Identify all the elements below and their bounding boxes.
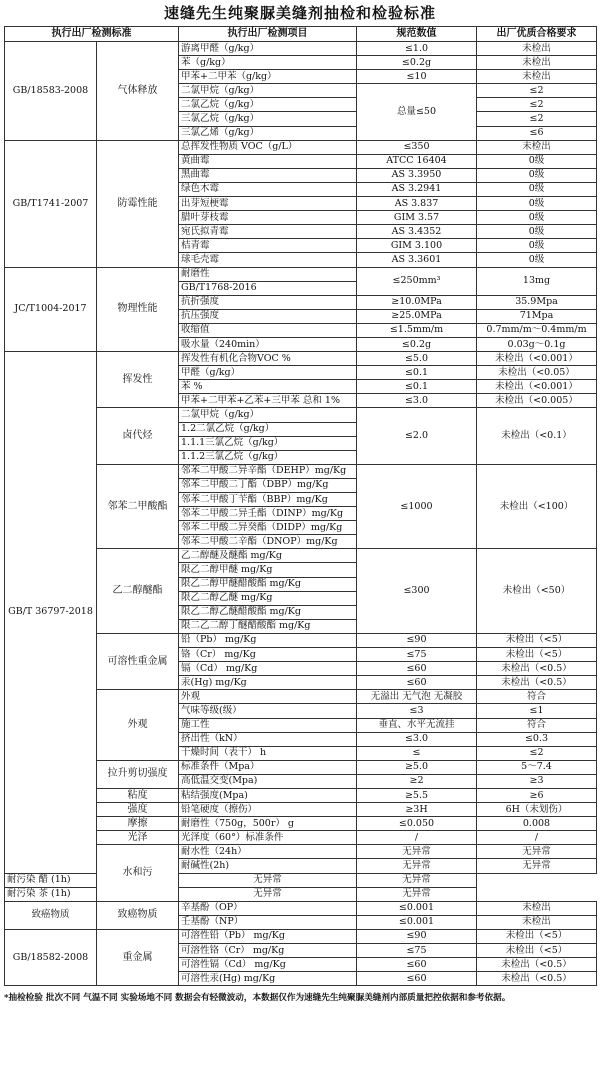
requirement-cell: 未检出（<50）	[477, 549, 597, 634]
requirement-cell: 0级	[477, 154, 597, 168]
item-cell: 甲苯+二甲苯+乙苯+三甲苯 总和 1%	[179, 394, 357, 408]
requirement-cell: ≤2	[477, 746, 597, 760]
item-cell: 抗折强度	[179, 295, 357, 309]
item-cell: 耐污染 茶 (1h)	[5, 887, 97, 901]
spec-cell: ≤0.001	[357, 901, 477, 915]
spec-cell: ≥10.0MPa	[357, 295, 477, 309]
spec-cell: ≤0.1	[357, 366, 477, 380]
table-row	[5, 901, 597, 915]
item-cell: 干燥时间（表干） h	[179, 746, 357, 760]
item-cell: 镉（Cd） mg/Kg	[179, 662, 357, 676]
item-cell: 吸水量（240min）	[179, 337, 357, 351]
category-cell: 可溶性重金属	[97, 633, 179, 689]
spec-cell: ≤5.0	[357, 352, 477, 366]
requirement-cell: 5～7.4	[477, 760, 597, 774]
spec-cell: ≤3	[357, 704, 477, 718]
item-cell: 二氯乙烷（g/kg）	[179, 98, 357, 112]
requirement-cell: 未检出（<0.1）	[477, 408, 597, 464]
item-cell: 二氯甲烷（g/kg）	[179, 408, 357, 422]
spec-cell: ≤	[357, 746, 477, 760]
item-cell: 宛氏拟青霉	[179, 225, 357, 239]
table-header-row	[5, 27, 597, 42]
requirement-cell: ≥3	[477, 774, 597, 788]
item-cell: 粘结强度(Mpa)	[179, 788, 357, 802]
spec-cell: ≥2	[357, 774, 477, 788]
item-cell: 挥发性有机化合物VOC %	[179, 352, 357, 366]
spec-cell: 无溢出 无气泡 无凝胶	[357, 690, 477, 704]
item-cell: 耐碱性(2h)	[179, 859, 357, 873]
requirement-cell: 0级	[477, 211, 597, 225]
footer-note: *抽检检验 批次不同 气温不同 实验场地不同 数据会有轻微波动，本数据仅作为速缝先生纯聚脲美缝剂内部质量把控依据和参考依据。	[4, 993, 511, 1004]
requirement-cell: ≥6	[477, 788, 597, 802]
page-title: 速缝先生纯聚脲美缝剂抽检和检验标准	[163, 4, 436, 22]
item-cell: 铅（Pb） mg/Kg	[179, 633, 357, 647]
item-cell: 抗压强度	[179, 309, 357, 323]
item-cell: 外观	[179, 690, 357, 704]
item-cell: 邻苯二甲酸二丁酯（DBP）mg/Kg	[179, 478, 357, 492]
spec-cell: ≤0.2g	[357, 337, 477, 351]
item-cell: 邻苯二甲酸二异辛酯（DEHP）mg/Kg	[179, 464, 357, 478]
item-cell: 黄曲霉	[179, 154, 357, 168]
item-cell: 限乙二醇乙醚 mg/Kg	[179, 591, 357, 605]
header-requirement: 出厂优质合格要求	[477, 27, 597, 42]
item-cell: 标准条件（Mpa）	[179, 760, 357, 774]
spec-cell: 无异常	[357, 859, 477, 873]
spec-cell: ≤60	[357, 972, 477, 986]
requirement-cell: 未检出（<5）	[477, 633, 597, 647]
requirement-cell: 未检出	[477, 140, 597, 154]
item-cell: 可溶性铅（Pb） mg/Kg	[179, 929, 357, 943]
item-cell: 辛基酚（OP）	[179, 901, 357, 915]
requirement-cell: 符合	[477, 690, 597, 704]
category-cell: 邻苯二甲酸酯	[97, 464, 179, 549]
item-cell: 挤出性（kN）	[179, 732, 357, 746]
item-cell: 气味等级(级）	[179, 704, 357, 718]
standard-cell: JC/T1004-2017	[5, 267, 97, 352]
spec-cell: ≤0.050	[357, 817, 477, 831]
item-cell: 三氯乙烯（g/kg）	[179, 126, 357, 140]
spec-cell: GIM 3.57	[357, 211, 477, 225]
spec-cell: ≤0.1	[357, 380, 477, 394]
requirement-cell: 0级	[477, 239, 597, 253]
table-row	[5, 929, 597, 943]
spec-cell: 无异常	[179, 873, 357, 887]
requirement-cell: ≤2	[477, 98, 597, 112]
requirement-cell: 0.7mm/m～0.4mm/m	[477, 323, 597, 337]
spec-cell: ≤10	[357, 70, 477, 84]
spec-cell: ≤3.0	[357, 394, 477, 408]
requirement-cell: 6H（未划伤）	[477, 803, 597, 817]
spec-cell: AS 3.2941	[357, 182, 477, 196]
requirement-cell: 未检出	[477, 42, 597, 56]
item-cell: 苯 %	[179, 380, 357, 394]
item-cell: 收缩值	[179, 323, 357, 337]
requirement-cell: 未检出（<5）	[477, 648, 597, 662]
requirement-cell: 0级	[477, 225, 597, 239]
spec-cell: 无异常	[357, 845, 477, 859]
item-cell: 1.1.1三氯乙烷（g/kg）	[179, 436, 357, 450]
requirement-cell: 35.9Mpa	[477, 295, 597, 309]
requirement-cell: ≤0.3	[477, 732, 597, 746]
requirement-cell: ≤1	[477, 704, 597, 718]
category-cell: 水和污	[97, 845, 179, 901]
category-cell: 重金属	[97, 929, 179, 985]
table-row	[5, 140, 597, 154]
spec-cell: 总量≤50	[357, 84, 477, 140]
spec-cell: AS 3.3950	[357, 168, 477, 182]
requirement-cell: 未检出（<0.5）	[477, 972, 597, 986]
requirement-cell: 0级	[477, 197, 597, 211]
requirement-cell: 未检出（<0.05）	[477, 366, 597, 380]
requirement-cell: 未检出（<0.005）	[477, 394, 597, 408]
item-cell: 游离甲醛（g/kg）	[179, 42, 357, 56]
requirement-cell: 未检出	[477, 901, 597, 915]
category-cell: 外观	[97, 690, 179, 760]
spec-cell: ≤0.001	[357, 915, 477, 929]
spec-cell: /	[357, 831, 477, 845]
spec-cell: ≥3H	[357, 803, 477, 817]
item-cell: 可溶性汞(Hg) mg/Kg	[179, 972, 357, 986]
table-row	[5, 873, 597, 887]
item-cell: 铅笔硬度（擦伤）	[179, 803, 357, 817]
requirement-cell: 未检出（<0.001）	[477, 352, 597, 366]
requirement-cell: 0.03g～0.1g	[477, 337, 597, 351]
requirement-cell: 0级	[477, 168, 597, 182]
table-row	[5, 887, 597, 901]
item-cell: 邻苯二甲酸二异癸酯（DIDP）mg/Kg	[179, 521, 357, 535]
item-cell: 三氯乙烷（g/kg）	[179, 112, 357, 126]
requirement-cell: 无异常	[357, 873, 477, 887]
spec-cell: ≤0.2g	[357, 56, 477, 70]
spec-cell: ≤75	[357, 944, 477, 958]
requirement-cell: ≤2	[477, 84, 597, 98]
spec-cell: ≤1.0	[357, 42, 477, 56]
item-cell: 光泽度（60°）标准条件	[179, 831, 357, 845]
standard-cell: GB/T1741-2007	[5, 140, 97, 267]
item-cell: 邻苯二甲酸二辛酯（DNOP）mg/Kg	[179, 535, 357, 549]
item-cell: 桔青霉	[179, 239, 357, 253]
requirement-cell: 未检出	[477, 56, 597, 70]
spec-cell: ≤300	[357, 549, 477, 634]
category-cell: 光泽	[97, 831, 179, 845]
category-cell: 致癌物质	[97, 901, 179, 929]
requirement-cell: 无异常	[477, 845, 597, 859]
item-cell: 限乙二醇乙醚醋酸酯 mg/Kg	[179, 605, 357, 619]
item-cell: 1.2二氯乙烷（g/kg）	[179, 422, 357, 436]
requirement-cell: ≤2	[477, 112, 597, 126]
spec-cell: AS 3.837	[357, 197, 477, 211]
item-cell: 耐污染 醋 (1h)	[5, 873, 97, 887]
category-cell: 粘度	[97, 788, 179, 802]
requirement-cell: 未检出（<0.001）	[477, 380, 597, 394]
requirement-cell: 未检出（<100）	[477, 464, 597, 549]
item-cell: 邻苯二甲酸二异壬酯（DINP）mg/Kg	[179, 507, 357, 521]
requirement-cell: 未检出（<5）	[477, 929, 597, 943]
item-cell: 可溶性镉（Cd） mg/Kg	[179, 958, 357, 972]
item-cell: 汞(Hg) mg/Kg	[179, 676, 357, 690]
spec-cell: ≤60	[357, 662, 477, 676]
requirement-cell: 未检出（<0.5）	[477, 958, 597, 972]
category-cell: 拉升剪切强度	[97, 760, 179, 788]
inspection-table	[4, 26, 597, 986]
requirement-cell: 未检出（<0.5）	[477, 676, 597, 690]
item-cell: 腊叶芽枝霉	[179, 211, 357, 225]
standard-cell: GB/18583-2008	[5, 42, 97, 141]
table-row	[5, 42, 597, 56]
spec-cell: ≤60	[357, 958, 477, 972]
item-cell: 甲醛（g/kg）	[179, 366, 357, 380]
item-cell: 壬基酚（NP）	[179, 915, 357, 929]
requirement-cell: 0.008	[477, 817, 597, 831]
spec-cell: ≥25.0MPa	[357, 309, 477, 323]
requirement-cell: 未检出（<0.5）	[477, 662, 597, 676]
item-cell: 邻苯二甲酸丁苄酯（BBP）mg/Kg	[179, 493, 357, 507]
requirement-cell: 0级	[477, 253, 597, 267]
item-cell: 1.1.2三氯乙烷（g/kg）	[179, 450, 357, 464]
item-cell: 耐磨性	[179, 267, 357, 281]
spec-cell: ≥5.5	[357, 788, 477, 802]
spec-cell: ≤60	[357, 676, 477, 690]
spec-cell: ATCC 16404	[357, 154, 477, 168]
item-cell: 甲苯+二甲苯（g/kg）	[179, 70, 357, 84]
requirement-cell: 0级	[477, 182, 597, 196]
requirement-cell: 未检出（<5）	[477, 944, 597, 958]
item-cell: 施工性	[179, 718, 357, 732]
header-standard: 执行出厂检测标准	[5, 27, 179, 42]
item-cell: 铬（Cr） mg/Kg	[179, 648, 357, 662]
standard-cell: GB/18582-2008	[5, 929, 97, 985]
category-cell: 乙二醇醚酯	[97, 549, 179, 634]
item-cell: 乙二醇醚及醚酯 mg/Kg	[179, 549, 357, 563]
item-cell: 总挥发性物质 VOC（g/L）	[179, 140, 357, 154]
header-spec: 规范数值	[357, 27, 477, 42]
item-cell: 耐磨性（750g，500r） g	[179, 817, 357, 831]
item-cell: 球毛壳霉	[179, 253, 357, 267]
spec-cell: ≤90	[357, 633, 477, 647]
item-cell: 苯（g/kg）	[179, 56, 357, 70]
requirement-cell: 无异常	[357, 887, 477, 901]
category-cell: 卤代烃	[97, 408, 179, 464]
spec-cell: ≤90	[357, 929, 477, 943]
requirement-cell: 符合	[477, 718, 597, 732]
standard-cell: 致癌物质	[5, 901, 97, 929]
category-cell: 强度	[97, 803, 179, 817]
item-cell: 限乙二醇甲醚醋酸酯 mg/Kg	[179, 577, 357, 591]
spec-cell: AS 3.3601	[357, 253, 477, 267]
requirement-cell: 13mg	[477, 267, 597, 295]
category-cell: 挥发性	[97, 352, 179, 408]
item-cell: 限乙二醇甲醚 mg/Kg	[179, 563, 357, 577]
item-cell: 耐水性（24h）	[179, 845, 357, 859]
spec-cell: ≥5.0	[357, 760, 477, 774]
item-cell: 高低温交变(Mpa)	[179, 774, 357, 788]
requirement-cell: 71Mpa	[477, 309, 597, 323]
spec-cell: ≤1.5mm/m	[357, 323, 477, 337]
header-item: 执行出厂检测项目	[179, 27, 357, 42]
item-cell: 黑曲霉	[179, 168, 357, 182]
spec-cell: ≤1000	[357, 464, 477, 549]
category-cell: 防霉性能	[97, 140, 179, 267]
item-cell: 可溶性铬（Cr） mg/Kg	[179, 944, 357, 958]
requirement-cell: /	[477, 831, 597, 845]
item-cell: 绿色木霉	[179, 182, 357, 196]
item-cell: 限二乙二醇丁醚醋酸酯 mg/Kg	[179, 619, 357, 633]
requirement-cell: 未检出	[477, 70, 597, 84]
requirement-cell: ≤6	[477, 126, 597, 140]
spec-cell: ≤75	[357, 648, 477, 662]
spec-cell: AS 3.4352	[357, 225, 477, 239]
category-cell: 摩擦	[97, 817, 179, 831]
item-cell: 出芽短梗霉	[179, 197, 357, 211]
spec-cell: ≤3.0	[357, 732, 477, 746]
category-cell: 物理性能	[97, 267, 179, 352]
requirement-cell: 未检出	[477, 915, 597, 929]
spec-cell: GIM 3.100	[357, 239, 477, 253]
item-cell: 二氯甲烷（g/kg）	[179, 84, 357, 98]
spec-cell: ≤250mm³	[357, 267, 477, 295]
spec-cell: ≤350	[357, 140, 477, 154]
table-body	[5, 42, 597, 986]
category-cell: 气体释放	[97, 42, 179, 141]
item-cell: GB/T1768-2016	[179, 281, 357, 295]
spec-cell: 垂直、水平无流挂	[357, 718, 477, 732]
table-row	[5, 352, 597, 366]
spec-cell: ≤2.0	[357, 408, 477, 464]
table-row	[5, 267, 597, 281]
spec-cell: 无异常	[179, 887, 357, 901]
standard-cell: GB/T 36797-2018	[5, 352, 97, 873]
requirement-cell: 无异常	[477, 859, 597, 873]
